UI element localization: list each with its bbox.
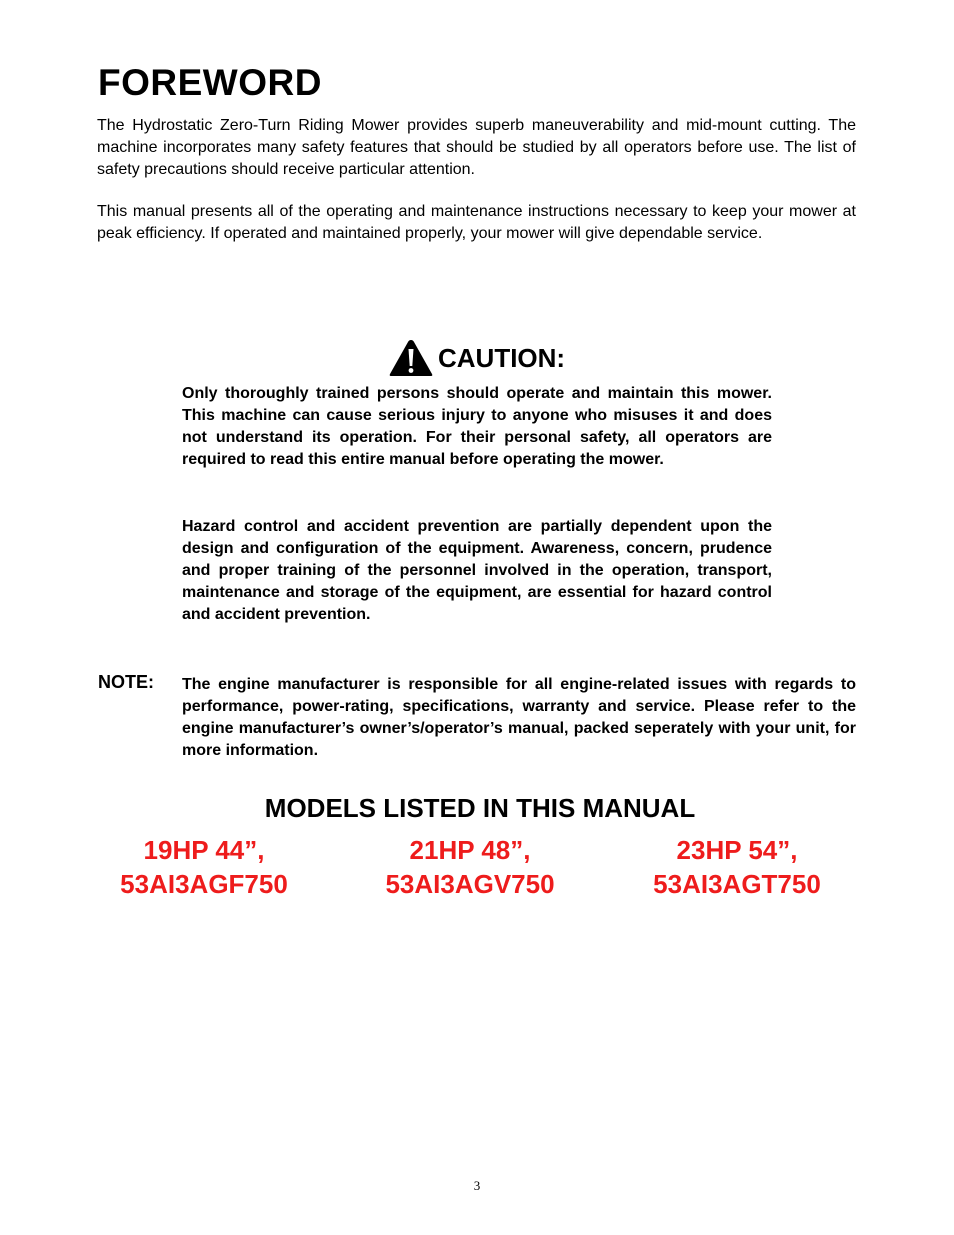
caution-label: CAUTION: <box>438 342 566 373</box>
model-code: 53AI3AGF750 <box>120 869 288 899</box>
model-entry <box>340 833 600 901</box>
page-title: FOREWORD <box>98 62 322 103</box>
model-entry <box>607 833 867 901</box>
note-text: The engine manufacturer is responsible for all engine-related issues with regards to performance, power-rating, specifications, warranty and service. Please refer to the engine manufacturer’s owner’s/operator’s manual, packed seperately with your unit, for more information. <box>182 676 856 759</box>
model-spec: 21HP 48”, <box>409 835 531 865</box>
model-spec: 23HP 54”, <box>676 835 798 865</box>
warning-triangle-icon <box>388 338 434 378</box>
model-entry <box>74 833 334 901</box>
caution-paragraph: Hazard control and accident prevention are partially dependent upon the design and configuration of the equipment. Awareness, concern, prudence and proper training of the personnel involved in the operation, transport, maintenance and storage of the equipment, are essential for hazard control and accident prevention. <box>182 518 772 623</box>
caution-heading <box>388 338 565 378</box>
page-number: 3 <box>473 1178 481 1193</box>
note-label: NOTE: <box>98 672 154 692</box>
model-code: 53AI3AGV750 <box>385 869 555 899</box>
model-code: 53AI3AGT750 <box>653 869 821 899</box>
model-spec: 19HP 44”, <box>143 835 265 865</box>
models-heading: MODELS LISTED IN THIS MANUAL <box>264 793 696 823</box>
caution-paragraph: Only thoroughly trained persons should operate and maintain this mower. This machine can cause serious injury to anyone who misuses it and does not understand its operation. For their personal safety, all operators are required to read this entire manual before operating the mower. <box>182 385 772 468</box>
intro-paragraph: This manual presents all of the operating and maintenance instructions necessary to keep your mower at peak efficiency. If operated and maintained properly, your mower will give dependable service. <box>97 203 856 242</box>
intro-paragraph: The Hydrostatic Zero-Turn Riding Mower provides superb maneuverability and mid-mount cutting. The machine incorporates many safety features that should be studied by all operators before use. The list of safety precautions should receive particular attention. <box>97 117 856 178</box>
